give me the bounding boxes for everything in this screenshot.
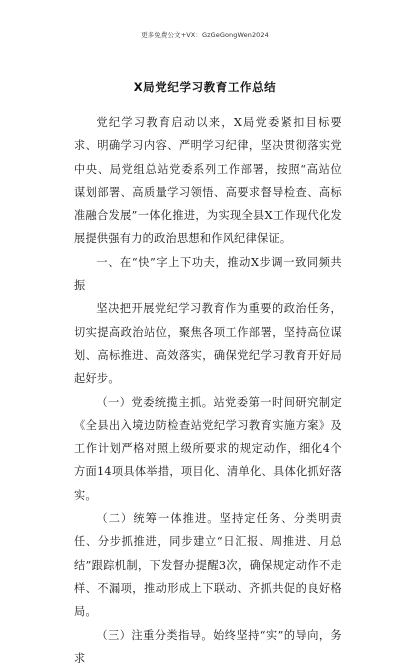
subsection-paragraph: （一）党委统揽主抓。站党委第一时间研究制定《全县出入境边防检查站党纪学习教育实施方案》及工作计划严格对照上级所要求的规定动作，细化4个方面14项具体举措，项目化、清单化、具体化抓好落实。 [74, 395, 342, 502]
section-heading: 一、在“快”字上下功夫，推动X步调一致同频共振 [74, 255, 342, 293]
document-title: X局党纪学习教育工作总结 [133, 80, 277, 94]
body-paragraph: 坚决把开展党纪学习教育作为重要的政治任务，切实提高政治站位，聚焦各项工作部署，坚持高位谋划、高标推进、高效落实，确保党纪学习教育开好局起好步。 [74, 302, 342, 386]
document-body [74, 111, 342, 670]
header-note: 更多免费公文+VX：GzGeGongWen2024 [141, 31, 269, 39]
subsection-paragraph: （二）统筹一体推进。坚持定任务、分类明责任、分步抓推进，同步建立“日汇报、周推进、月总结”跟踪机制，下发督办提醒3次，确保规定动作不走样、不漏项，推动形成上下联动、齐抓共促的良好格局。 [74, 512, 342, 619]
subsection-paragraph: （三）注重分类指导。始终坚持“实”的导向，务求 [74, 628, 342, 665]
intro-paragraph: 党纪学习教育启动以来，X局党委紧扣目标要求、明确学习内容、严明学习纪律，坚决贯彻落实党中央、局党组总站党委系列工作部署，按照“高站位谋划部署、高质量学习领悟、高要求督导检查、高标准融合发展”一体化推进，为实现全县X工作现代化发展提供强有力的政治思想和作风纪律保证。 [74, 116, 342, 246]
